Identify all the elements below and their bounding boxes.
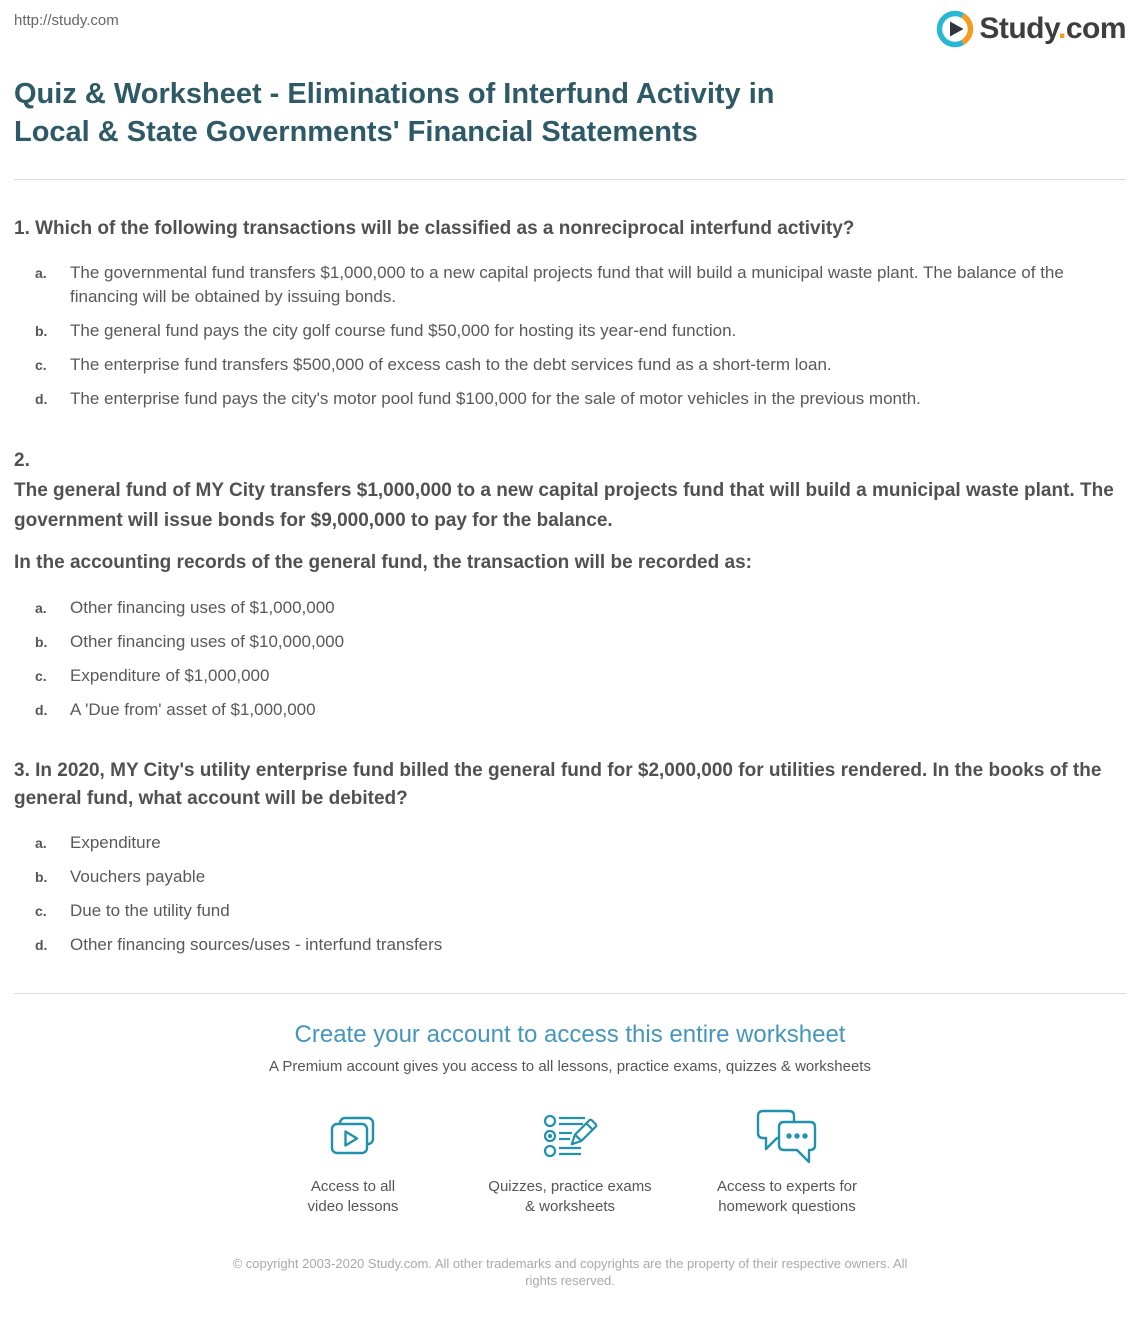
option-text: Expenditure <box>70 833 161 852</box>
option-row <box>35 899 1126 923</box>
option-text: Other financing uses of $10,000,000 <box>70 632 345 651</box>
option-letter: a. <box>35 835 47 851</box>
feature-homework-experts <box>679 1107 896 1217</box>
question-1-heading: 1. Which of the following transactions will be classified as a nonreciprocal interfund activity? <box>14 218 855 239</box>
option-letter: a. <box>35 265 47 281</box>
option-text: The enterprise fund pays the city's motor pool fund $100,000 for the sale of motor vehicles in the previous month. <box>70 389 921 408</box>
option-row <box>35 831 1126 855</box>
question-3-options <box>14 831 1126 957</box>
question-2-options <box>14 596 1126 722</box>
question-2 <box>14 446 1126 722</box>
question-2-substatement: In the accounting records of the general fund, the transaction will be recorded as: <box>14 552 752 573</box>
option-row <box>35 933 1126 957</box>
option-row <box>35 261 1126 309</box>
option-letter: a. <box>35 600 47 616</box>
feature-label <box>245 1177 462 1217</box>
page-url: http://study.com <box>14 12 119 29</box>
option-row <box>35 319 1126 343</box>
feature-video-lessons <box>245 1107 462 1217</box>
feature-label <box>679 1177 896 1217</box>
option-letter: d. <box>35 391 48 407</box>
option-text: Other financing sources/uses - interfund transfers <box>70 935 443 954</box>
feature-label-line1: Access to all <box>310 1178 396 1195</box>
option-row <box>35 664 1126 688</box>
feature-quizzes-worksheets <box>462 1107 679 1217</box>
question-2-statement: The general fund of MY City transfers $1,000,000 to a new capital projects fund that will build a municipal waste plant. The government will issue bonds for $9,000,000 to pay for the balance. <box>14 480 1114 531</box>
question-3 <box>14 757 1126 957</box>
video-lessons-icon <box>245 1107 462 1167</box>
page-title: Quiz & Worksheet - Eliminations of Interfund Activity in Local & State Governments' Financial Statements <box>14 78 775 148</box>
option-letter: b. <box>35 869 48 885</box>
option-letter: c. <box>35 668 47 684</box>
option-row <box>35 387 1126 411</box>
studycom-play-icon <box>936 10 974 48</box>
cta-section <box>14 1020 1126 1217</box>
studycom-logo-text <box>979 10 1126 48</box>
option-text: Expenditure of $1,000,000 <box>70 666 270 685</box>
footer-copyright: © copyright 2003-2020 Study.com. All other trademarks and copyrights are the property of their respective owners. All rights reserved. <box>232 1256 908 1288</box>
cta-subheading: A Premium account gives you access to all lessons, practice exams, quizzes & worksheets <box>269 1058 871 1075</box>
option-row <box>35 865 1126 889</box>
logo-dot: . <box>1057 12 1066 45</box>
option-letter: d. <box>35 702 48 718</box>
option-text: Due to the utility fund <box>70 901 230 920</box>
option-text: A 'Due from' asset of $1,000,000 <box>70 700 316 719</box>
option-text: The general fund pays the city golf course fund $50,000 for hosting its year-end function. <box>70 321 737 340</box>
section-divider <box>14 993 1126 994</box>
quizzes-worksheets-icon <box>462 1107 679 1167</box>
option-letter: c. <box>35 903 47 919</box>
feature-label-line1: Quizzes, practice exams <box>488 1178 652 1195</box>
create-account-link[interactable]: Create your account to access this entire worksheet <box>294 1021 846 1048</box>
question-2-number: 2. <box>14 450 30 471</box>
title-divider <box>14 179 1126 180</box>
question-1 <box>14 215 1126 411</box>
option-text: The governmental fund transfers $1,000,000 to a new capital projects fund that will build a municipal waste plant. The balance of the financing will be obtained by issuing bonds. <box>70 263 1064 306</box>
option-row <box>35 353 1126 377</box>
option-letter: b. <box>35 323 48 339</box>
option-letter: d. <box>35 937 48 953</box>
studycom-logo <box>936 10 1126 48</box>
logo-word-com: com <box>1065 12 1126 45</box>
page-header <box>14 0 1126 50</box>
features-row <box>14 1107 1126 1217</box>
feature-label <box>462 1177 679 1217</box>
feature-label-line2: video lessons <box>307 1198 399 1215</box>
option-text: Other financing uses of $1,000,000 <box>70 598 335 617</box>
question-3-heading: 3. In 2020, MY City's utility enterprise fund billed the general fund for $2,000,000 for utilities rendered. In the books of the general fund, what account will be debited? <box>14 760 1102 809</box>
chat-experts-icon <box>679 1107 896 1167</box>
feature-label-line1: Access to experts for <box>716 1178 858 1195</box>
option-row <box>35 698 1126 722</box>
option-letter: c. <box>35 357 47 373</box>
option-row <box>35 630 1126 654</box>
question-1-options <box>14 261 1126 411</box>
option-text: Vouchers payable <box>70 867 206 886</box>
option-text: The enterprise fund transfers $500,000 of excess cash to the debt services fund as a short-term loan. <box>70 355 832 374</box>
option-row <box>35 596 1126 620</box>
option-letter: b. <box>35 634 48 650</box>
feature-label-line2: homework questions <box>718 1198 856 1215</box>
feature-label-line2: & worksheets <box>524 1198 616 1215</box>
logo-word-study: Study <box>979 12 1058 45</box>
